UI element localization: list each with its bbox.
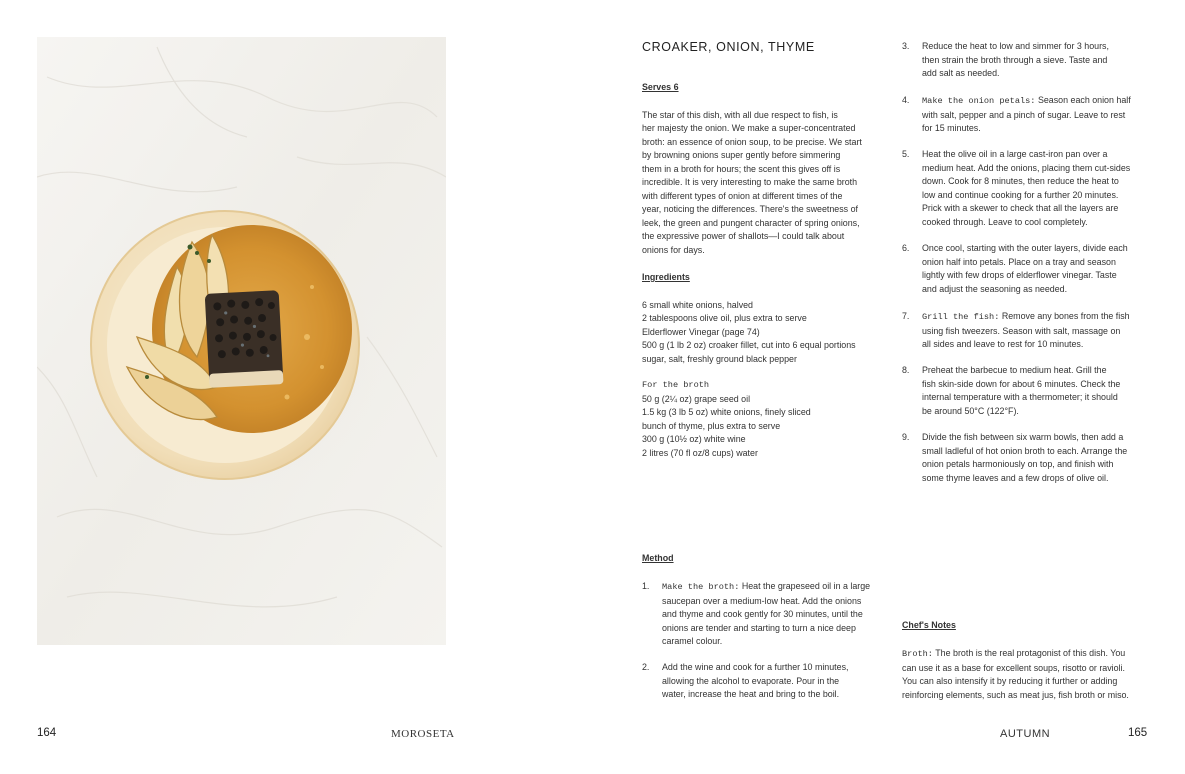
intro-column — [642, 81, 892, 460]
ingredient-item: 1.5 kg (3 lb 5 oz) white onions, finely sliced — [642, 407, 811, 417]
step-line: add salt as needed. — [922, 68, 1000, 78]
step-line: low and continue cooking for a further 20 minutes. — [922, 189, 1119, 200]
step-line: onions are tender and starting to turn a nice deep — [662, 622, 856, 633]
step-number: 7. — [902, 311, 910, 321]
ingredient-item: 300 g (10½ oz) white wine — [642, 434, 746, 444]
step-line: Heat the grapeseed oil in a large — [741, 581, 871, 591]
step-line: allowing the alcohol to evaporate. Pour in the — [662, 675, 840, 686]
left-running-head: MOROSETA — [391, 728, 455, 740]
dish-photo — [37, 37, 446, 645]
step-number: 1. — [642, 581, 650, 591]
right-page-number: 165 — [1128, 727, 1148, 739]
step-line: Once cool, starting with the outer layers, divide each — [922, 243, 1128, 253]
intro-line: her majesty the onion. We make a super-concentrated — [642, 123, 856, 133]
ingredient-item: Elderflower Vinegar (page 74) — [642, 326, 760, 337]
intro-line: leek, the green and pungent character of spring onions, — [642, 217, 860, 228]
intro-text — [642, 109, 892, 258]
step-line: Remove any bones from the fish — [1001, 311, 1130, 321]
notes-line: reinforcing elements, such as meat jus, fish broth or miso. — [902, 689, 1129, 700]
step-line: with salt, pepper and a pinch of sugar. Leave to rest — [922, 109, 1126, 120]
broth-ingredients-list — [642, 393, 892, 461]
step-label: Make the onion petals: — [922, 96, 1036, 106]
step-line: internal temperature with a thermometer; it should — [922, 392, 1118, 402]
step-line: for 15 minutes. — [922, 123, 981, 133]
step-line: caramel colour. — [662, 636, 723, 646]
step-line: Reduce the heat to low and simmer for 3 hours, — [922, 41, 1109, 51]
ingredient-item: bunch of thyme, plus extra to serve — [642, 420, 781, 431]
step-line: small ladleful of hot onion broth to each. Arrange the — [922, 445, 1128, 456]
step-number: 9. — [902, 432, 910, 442]
step-number: 3. — [902, 41, 910, 51]
step-line: onion half into petals. Place on a tray and season — [922, 256, 1116, 267]
ingredient-item: 6 small white onions, halved — [642, 299, 753, 310]
step-line: Season each onion half — [1037, 95, 1131, 105]
intro-line: the expressive power of shallots—I could talk about — [642, 231, 845, 241]
step-line: medium heat. Add the onions, placing them cut-sides — [922, 162, 1131, 173]
broth-subheading: For the broth — [642, 380, 710, 390]
ingredients-heading: Ingredients — [642, 272, 690, 282]
method-heading: Method — [642, 553, 674, 563]
intro-line: The star of this dish, with all due respect to fish, is — [642, 109, 838, 120]
step-number: 5. — [902, 149, 910, 159]
ingredients-list — [642, 299, 892, 367]
chefs-notes — [902, 647, 1172, 702]
step-number: 8. — [902, 365, 910, 375]
step-line: and thyme and cook gently for 30 minutes, until the — [662, 609, 863, 619]
serves-heading: Serves 6 — [642, 82, 679, 92]
notes-line: The broth is the real protagonist of this dish. You — [935, 648, 1126, 658]
intro-line: year, noticing the differences. There's the sweetness of — [642, 204, 858, 214]
step-label: Make the broth: — [662, 582, 740, 592]
step-line: cooked through. Leave to cool completely. — [922, 216, 1088, 227]
step-line: Add the wine and cook for a further 10 minutes, — [662, 662, 849, 672]
step-line: saucepan over a medium-low heat. Add the onions — [662, 595, 862, 606]
step-line: down. Cook for 8 minutes, then reduce the heat to — [922, 176, 1119, 186]
step-line: then strain the broth through a sieve. Taste and — [922, 54, 1108, 65]
right-running-head: AUTUMN — [1000, 728, 1051, 740]
ingredient-item: sugar, salt, freshly ground black pepper — [642, 353, 797, 364]
step-line: fish skin-side down for about 6 minutes. Check the — [922, 378, 1121, 389]
step-line: lightly with few drops of elderflower vinegar. Taste — [922, 270, 1117, 280]
step-label: Grill the fish: — [922, 312, 1000, 322]
step-line: be around 50°C (122°F). — [922, 405, 1019, 416]
notes-line: can use it as a base for excellent soups, risotto or ravioli. — [902, 662, 1125, 673]
step-line: Divide the fish between six warm bowls, then add a — [922, 432, 1124, 442]
left-page-number: 164 — [37, 727, 57, 739]
ingredient-item: 2 tablespoons olive oil, plus extra to serve — [642, 313, 807, 323]
intro-line: incredible. It is very interesting to make the same broth — [642, 177, 858, 187]
ingredient-item: 500 g (1 lb 2 oz) croaker fillet, cut into 6 equal portions — [642, 340, 856, 350]
chefs-notes-heading: Chef's Notes — [902, 620, 956, 630]
step-line: water, increase the heat and bring to the boil. — [662, 689, 840, 699]
step-line: using fish tweezers. Season with salt, massage on — [922, 325, 1121, 336]
ingredient-item: 50 g (2¼ oz) grape seed oil — [642, 393, 751, 404]
intro-line: by browning onions super gently before simmering — [642, 150, 841, 160]
intro-line: them in a broth for hours; the scent this gives off is — [642, 163, 841, 174]
intro-line: onions for days. — [642, 244, 705, 255]
step-line: Heat the olive oil in a large cast-iron pan over a — [922, 149, 1108, 159]
step-number: 4. — [902, 95, 910, 105]
recipe-title: CROAKER, ONION, THYME — [642, 40, 815, 54]
intro-line: with different types of onion at different times of the — [642, 190, 843, 201]
dish-photo-illustration — [37, 37, 446, 645]
step-number: 6. — [902, 243, 910, 253]
step-line: onion petals harmoniously on top, and finish with — [922, 459, 1114, 469]
step-line: Preheat the barbecue to medium heat. Grill the — [922, 365, 1107, 375]
step-line: and adjust the seasoning as needed. — [922, 283, 1068, 294]
step-line: some thyme leaves and a few drops of olive oil. — [922, 472, 1109, 483]
intro-line: broth: an essence of onion soup, to be precise. We start — [642, 136, 862, 147]
notes-label: Broth: — [902, 649, 933, 659]
ingredient-item: 2 litres (70 fl oz/8 cups) water — [642, 447, 758, 458]
step-line: all sides and leave to rest for 10 minutes. — [922, 339, 1084, 349]
step-number: 2. — [642, 662, 650, 672]
step-line: Prick with a skewer to check that all the layers are — [922, 203, 1119, 213]
notes-line: You can also intensify it by reducing it further or adding — [902, 676, 1118, 686]
